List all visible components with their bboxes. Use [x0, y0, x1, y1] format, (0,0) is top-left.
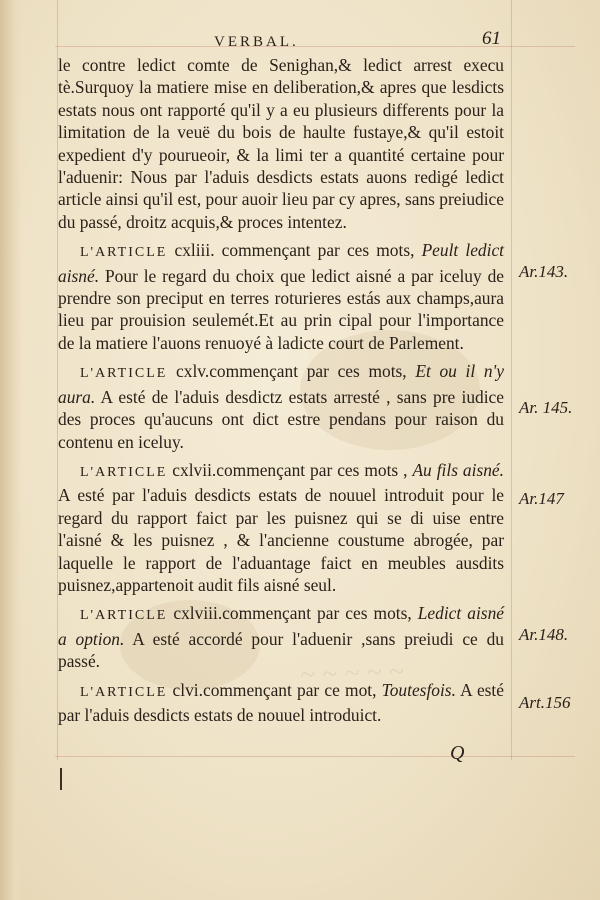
article-number: clvi.commençant par ce mot, [172, 679, 377, 700]
bleed-through-text: ~ ~ ~ ~ ~ [299, 656, 405, 691]
page-number: 61 [482, 28, 501, 49]
paragraph-article-147 [58, 459, 504, 596]
catchword: Q [450, 742, 465, 764]
article-number: cxlviii.commençant par ces mots, [173, 603, 412, 624]
article-quote: Ledict aisné a option. [58, 603, 504, 649]
margin-note-145: Ar. 145. [519, 398, 573, 417]
article-lead: L'ARTICLE [80, 245, 168, 261]
article-text: A esté par l'aduis desdicts estats de nouuel introduict. [58, 679, 504, 725]
paragraph-intro: le contre ledict comte de Senighan,& ledict arrest execu tè.Surquoy la matiere mise en deliberation,& apres que lesdicts estats nous ont rapporté qu'il y a eu plusieurs differents pour la limitation de la veuë du bois de haulte fustaye,& qu'il estoit expedient d'y pourueoir, & la limi ter a quantité certaine pour l'aduenir: Nous par l'aduis desdicts estats auons redigé ledict article ainsi qu'il est, pour auoir lieu par cy apres, sans preiudice du passé, droitz acquis,& proces intentez. [58, 55, 504, 232]
article-number: cxlvii.commençant par ces mots , [172, 459, 408, 480]
paragraph-article-148 [58, 602, 504, 672]
margin-note-143: Ar.143. [519, 262, 569, 281]
article-number: cxlv.commençant par ces mots, [176, 361, 407, 382]
margin-note-156: Art.156 [519, 693, 571, 712]
running-title: VERBAL. [214, 34, 299, 50]
margin-rule-right [511, 0, 512, 760]
article-quote: Et ou il n'y aura. [58, 361, 504, 407]
margin-note-148: Ar.148. [519, 625, 569, 644]
article-quote: Au fils aisné. [412, 459, 504, 480]
paragraph-article-156 [58, 679, 504, 727]
ink-mark [60, 768, 62, 790]
article-text: A esté par l'aduis desdicts estats de nouuel introduit pour le regard du rapport faict par les puisnez qui se di uise entre l'aisné & les puisnez , & l'ancienne coustume abrogée, par laquelle le rapport de l'aduantage faict en meubles ausdits puisnez,appartenoit audit fils aisné seul. [58, 485, 504, 595]
article-text: A esté de l'aduis desdictz estats arresté , sans pre iudice des proces qu'aucuns ont dict estre pendans pour raison du contenu en iceluy. [58, 386, 504, 452]
article-lead: L'ARTICLE [80, 608, 168, 624]
margin-rule-bottom [55, 756, 575, 757]
body-text [58, 54, 504, 732]
article-text: A esté accordé pour l'aduenir ,sans preiudi ce du passé. [58, 628, 504, 672]
article-quote: Toutesfois. [381, 679, 456, 700]
margin-note-147: Ar.147 [519, 489, 564, 508]
paragraph-article-145 [58, 360, 504, 453]
article-lead: L'ARTICLE [80, 684, 168, 700]
article-text: Pour le regard du choix que ledict aisné a par iceluy de prendre son preciput en terres roturieres estás aux champs,aura lieu par prouision seulemét.Et au prin cipal pour l'importance de la matiere l'auons renuoyé à ladicte court de Parlement. [58, 265, 504, 353]
gutter-fold [0, 0, 22, 900]
paragraph-article-143 [58, 239, 504, 354]
article-quote: Peult ledict aisné. [58, 240, 505, 286]
article-number: cxliii. commençant par ces mots, [174, 240, 415, 261]
article-lead: L'ARTICLE [80, 366, 168, 382]
article-lead: L'ARTICLE [80, 464, 168, 480]
